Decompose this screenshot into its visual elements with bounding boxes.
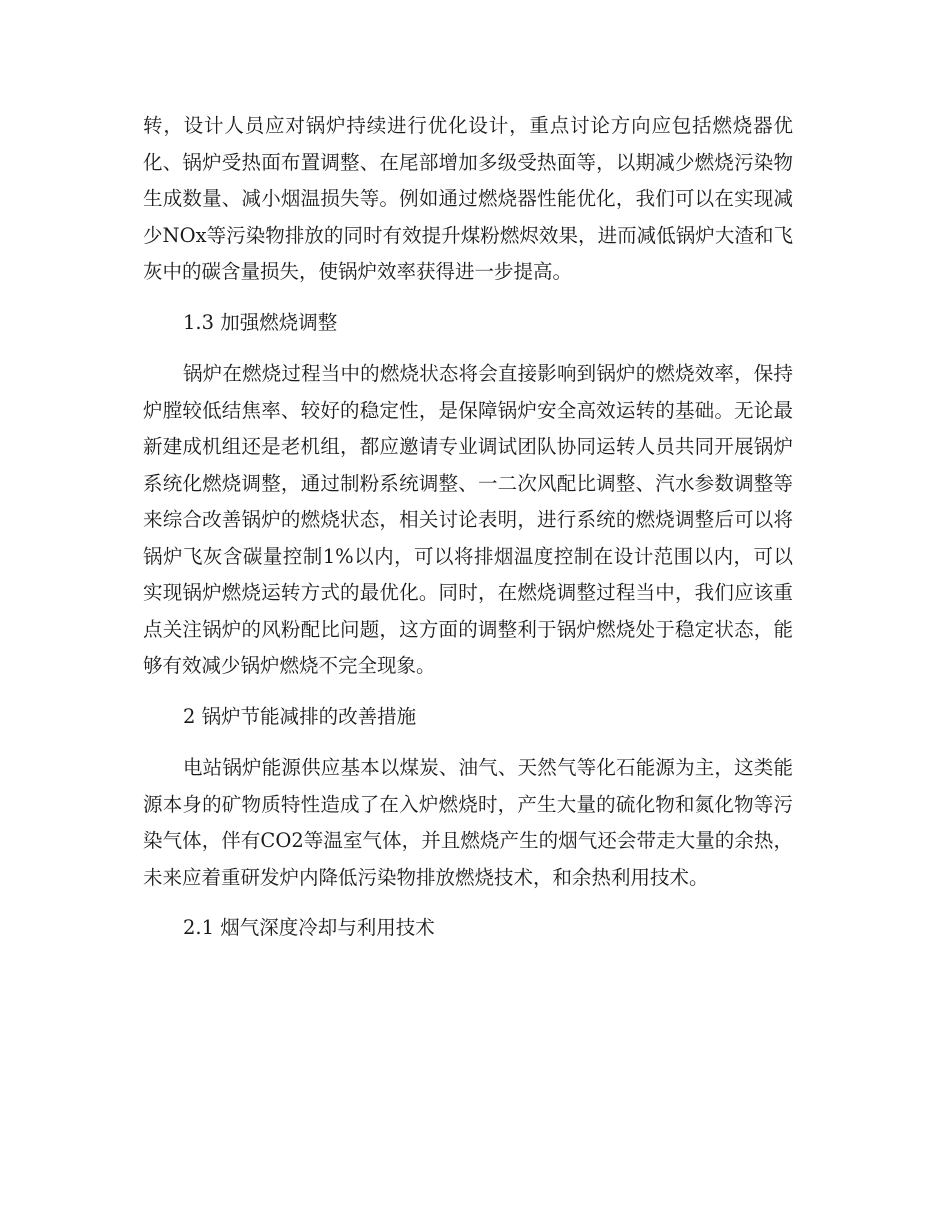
section-heading-2-1: 2.1 烟气深度冷却与利用技术 [183, 916, 435, 939]
paragraph-combustion-adjustment: 锅炉在燃烧过程当中的燃烧状态将会直接影响到锅炉的燃烧效率，保持炉膛较低结焦率、较好的稳定性，是保障锅炉安全高效运转的基础。无论最新建成机组还是老机组，都应邀请专业调试团队协同运转人员共同开展锅炉系统化燃烧调整，通过制粉系统调整、一二次风配比调整、汽水参数调整等来综合改善锅炉的燃烧状态，相关讨论表明，进行系统的燃烧调整后可以将锅炉飞灰含碳量控制1%以内，可以将排烟温度控制在设计范围以内，可以实现锅炉燃烧运转方式的最优化。同时，在燃烧调整过程当中，我们应该重点关注锅炉的风粉配比问题，这方面的调整利于锅炉燃烧处于稳定状态，能够有效减少锅炉燃烧不完全现象。 [143, 362, 793, 677]
section-heading-2: 2 锅炉节能减排的改善措施 [183, 704, 417, 728]
section-heading-1-3: 1.3 加强燃烧调整 [183, 310, 338, 334]
paragraph-energy-supply: 电站锅炉能源供应基本以煤炭、油气、天然气等化石能源为主，这类能源本身的矿物质特性造成了在入炉燃烧时，产生大量的硫化物和氮化物等污染气体，伴有CO2等温室气体，并且燃烧产生的烟气还会带走大量的余热，未来应着重研发炉内降低污染物排放燃烧技术，和余热利用技术。 [143, 756, 793, 889]
document-body [143, 108, 793, 947]
paragraph-boiler-optimization: 转，设计人员应对锅炉持续进行优化设计，重点讨论方向应包括燃烧器优化、锅炉受热面布置调整、在尾部增加多级受热面等，以期减少燃烧污染物生成数量、减小烟温损失等。例如通过燃烧器性能优化，我们可以在实现减少NOx等污染物排放的同时有效提升煤粉燃烬效果，进而减低锅炉大渣和飞灰中的碳含量损失，使锅炉效率获得进一步提高。 [143, 114, 793, 283]
